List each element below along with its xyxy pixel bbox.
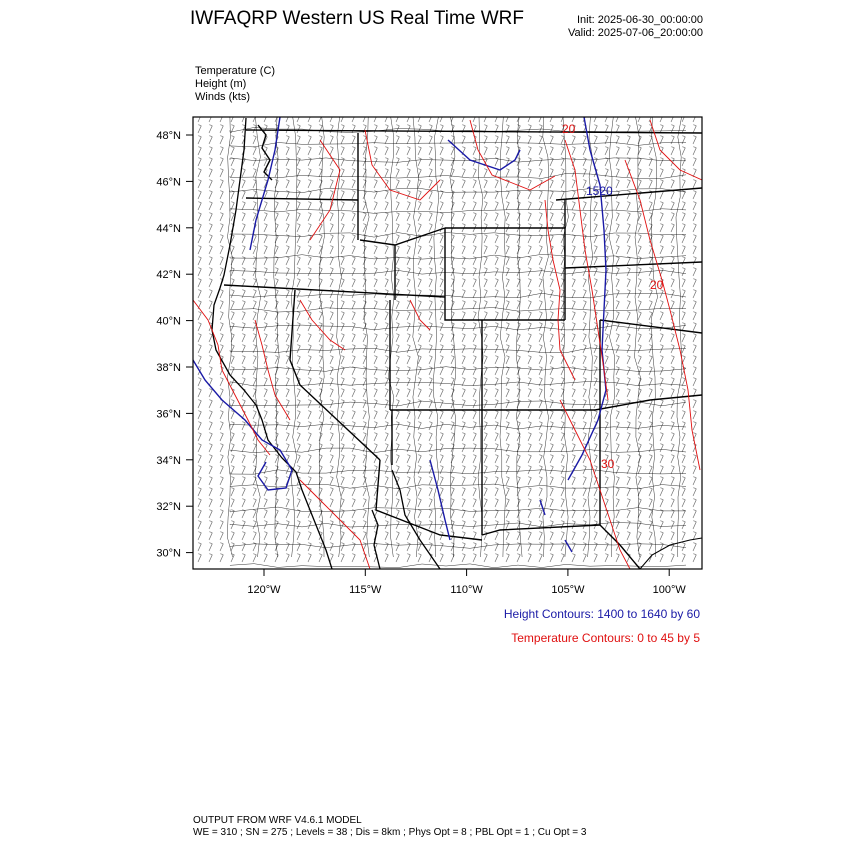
- map-content: [193, 114, 702, 569]
- lat-label: 36°N: [156, 408, 181, 421]
- lat-label: 40°N: [156, 315, 181, 328]
- lat-label: 38°N: [156, 362, 181, 374]
- model-info: OUTPUT FROM WRF V4.6.1 MODEL: [193, 815, 362, 826]
- lat-label: 42°N: [156, 269, 181, 282]
- lon-label: 110°W: [450, 584, 483, 596]
- model-config: WE = 310 ; SN = 275 ; Levels = 38 ; Dis = 8km ; Phys Opt = 8 ; PBL Opt = 1 ; Cu Opt = 3: [193, 827, 587, 838]
- lon-label: 120°W: [247, 584, 281, 596]
- map-title: IWFAQRP Western US Real Time WRF: [190, 8, 524, 29]
- temperature-contours: [193, 120, 702, 569]
- latitude-axis: [156, 130, 193, 560]
- lat-label: 32°N: [156, 501, 181, 514]
- pacific-coastline: [212, 118, 332, 569]
- longitude-axis: [247, 569, 686, 596]
- temp-contour-label-20-east: 20: [650, 278, 664, 292]
- gulf-coast: [640, 538, 702, 569]
- field-height: Height (m): [195, 78, 247, 90]
- state-borders: [224, 130, 702, 569]
- temp-contour-label-30: 30: [601, 457, 615, 471]
- lat-label: 48°N: [156, 130, 181, 142]
- temperature-contour-legend: Temperature Contours: 0 to 45 by 5: [511, 631, 700, 645]
- field-winds: Winds (kts): [195, 91, 250, 103]
- lat-label: 46°N: [156, 176, 181, 189]
- field-temperature: Temperature (C): [195, 65, 276, 77]
- temp-contour-label-20-north: 20: [562, 122, 576, 136]
- lat-label: 30°N: [156, 547, 181, 560]
- init-time: Init: 2025-06-30_00:00:00: [577, 14, 703, 26]
- height-contour-label-1520: 1520: [586, 184, 613, 198]
- lat-label: 44°N: [156, 222, 181, 235]
- lon-label: 100°W: [652, 584, 686, 596]
- height-contour-legend: Height Contours: 1400 to 1640 by 60: [503, 607, 700, 621]
- lon-label: 105°W: [551, 584, 585, 596]
- wind-barbs: [198, 114, 696, 562]
- wind-barb-field: [198, 114, 696, 562]
- lon-label: 115°W: [349, 584, 382, 596]
- map-frame: [193, 117, 702, 569]
- valid-time: Valid: 2025-07-06_20:00:00: [568, 27, 703, 39]
- lat-label: 34°N: [156, 454, 181, 467]
